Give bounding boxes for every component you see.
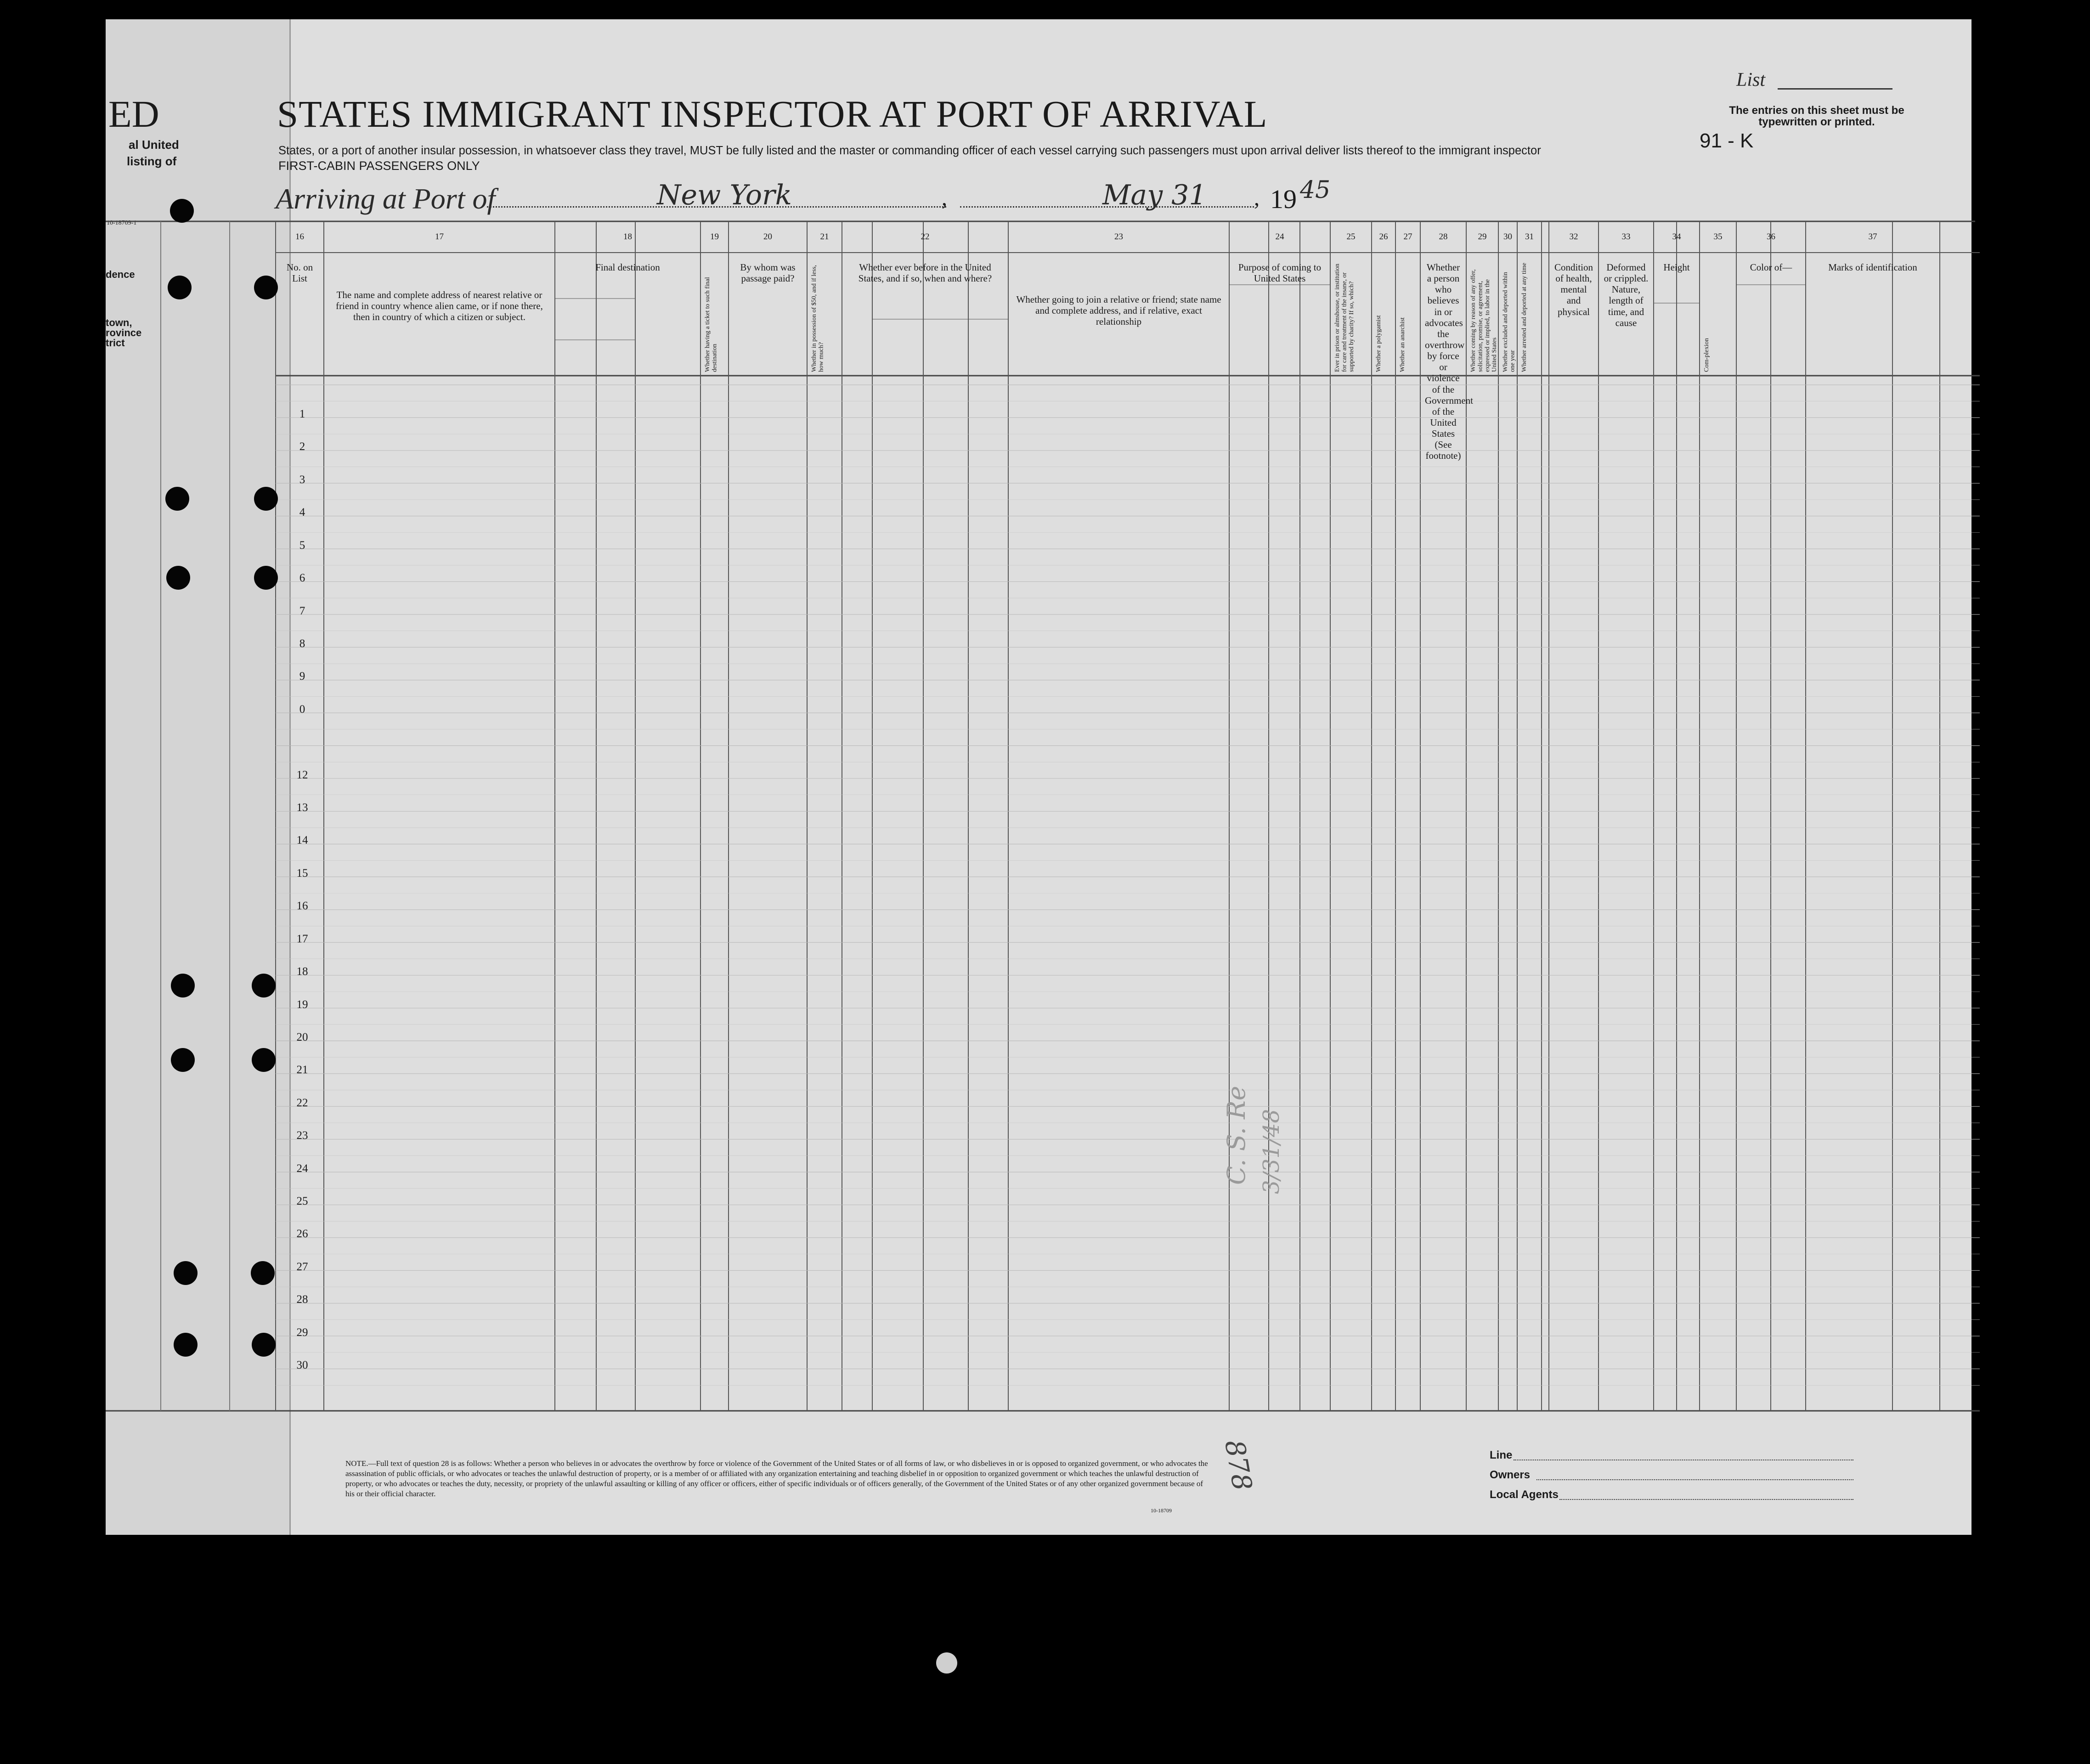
- row-number: 12: [296, 768, 308, 781]
- owners-label: Owners: [1490, 1469, 1531, 1481]
- row-number: 19: [296, 998, 308, 1011]
- row-number: 21: [296, 1064, 308, 1076]
- column-header: Final destination: [595, 262, 660, 273]
- agents-label: Local Agents: [1490, 1488, 1559, 1501]
- column-number: 31: [1525, 232, 1534, 242]
- column-header: Color of—: [1750, 262, 1792, 273]
- row-number: 14: [296, 834, 308, 847]
- agents-field: [1559, 1499, 1853, 1500]
- punch-hole: [254, 487, 278, 511]
- date-handwritten: May 31: [1102, 179, 1207, 211]
- column-header: Whether going to join a relative or friend; state name and complete address, and if relative, exact relationship: [1016, 294, 1221, 327]
- row-number: 7: [299, 604, 305, 617]
- column-header: Condition of health, mental and physical: [1554, 262, 1593, 317]
- row-number: 26: [296, 1228, 308, 1240]
- column-number: 25: [1346, 232, 1356, 242]
- row-number: 29: [296, 1326, 308, 1339]
- row-number: 30: [296, 1359, 308, 1372]
- column-number: 28: [1439, 232, 1448, 242]
- row-number: 5: [299, 539, 305, 552]
- subtitle: States, or a port of another insular possession, in whatsoever class they travel, MUST be fully listed and the master or commanding officer of each vessel carrying such passengers must upon arrival deliver lists thereof to the immigrant inspector: [278, 144, 1541, 157]
- comma-2: ,: [1254, 186, 1260, 210]
- punch-hole: [174, 1261, 198, 1285]
- row-number: 17: [296, 932, 308, 945]
- column-header: Whether in possession of $50, and if less, how much?: [811, 265, 825, 372]
- column-header: Whether a person who believes in or advocates the overthrow by force or violence of the Government of the United States (See footnote): [1425, 262, 1473, 462]
- column-header: No. on List: [286, 262, 313, 284]
- column-number: 24: [1275, 232, 1284, 242]
- row-number: 8: [299, 637, 305, 650]
- row-number: 1: [299, 408, 305, 420]
- line-label: Line: [1490, 1449, 1513, 1461]
- passenger-class: FIRST-CABIN PASSENGERS ONLY: [278, 159, 480, 173]
- punch-hole: [171, 974, 195, 998]
- column-number: 20: [763, 232, 772, 242]
- col-district-fragment: trict: [106, 337, 125, 349]
- owners-field: [1536, 1479, 1853, 1480]
- punch-hole: [252, 974, 276, 998]
- left-fragment-2: listing of: [127, 154, 177, 168]
- row-number: 6: [299, 572, 305, 585]
- column-number: 36: [1767, 232, 1775, 242]
- column-header: Whether arrested and deported at any time: [1521, 263, 1528, 372]
- row-number: 20: [296, 1031, 308, 1043]
- column-header: Com-plexion: [1703, 338, 1710, 372]
- column-header: The name and complete address of nearest relative or friend in country whence alien came, or if none there, then in country of which a citizen or subject.: [336, 289, 543, 323]
- row-number: 2: [299, 440, 305, 453]
- column-header: Whether having a ticket to such final destination: [704, 277, 718, 372]
- column-number: 26: [1379, 232, 1388, 242]
- port-handwritten: New York: [657, 179, 792, 211]
- row-number: 24: [296, 1162, 308, 1175]
- punch-hole: [165, 487, 189, 511]
- stamp-date: 3/31/48: [1259, 1109, 1284, 1194]
- punch-hole: [251, 1261, 275, 1285]
- column-header: Whether ever before in the United States, and if so, when and where?: [858, 262, 992, 284]
- col-residence-fragment: dence: [106, 269, 135, 280]
- row-number: 27: [296, 1260, 308, 1273]
- page-title: STATES IMMIGRANT INSPECTOR AT PORT OF ARRIVAL: [277, 93, 1268, 135]
- column-header: Marks of identification: [1828, 262, 1917, 273]
- list-note: The entries on this sheet must be typewritten or printed.: [1729, 104, 1904, 129]
- list-number: 91 - K: [1700, 130, 1754, 152]
- punch-hole: [166, 566, 190, 590]
- footnote: NOTE.—Full text of question 28 is as follows: Whether a person who believes in or advocates the overthrow by force or violence of the Government of the United States or of all forms of law, or who disbelieves in or is opposed to organized government, or who advocates the assassination of public officials, or who advocates or teaches the unlawful destruction of property, or is a member of or affiliated with any organization entertaining and teaching disbelief in or opposition to organized government or which teaches the unlawful destruction of property, or who advocates or teaches the duty, necessity, or propriety of the unlawful assaulting or killing of any officer or officers, either of specific individuals or of officers generally, of the Government of the United States or of any other organized government because of his or their official character.: [345, 1459, 1208, 1499]
- column-number: 27: [1403, 232, 1412, 242]
- dust-spot: [936, 1652, 957, 1674]
- col-province-fragment: rovince: [106, 327, 142, 338]
- column-number: 23: [1114, 232, 1123, 242]
- column-number: 21: [820, 232, 829, 242]
- column-number: 34: [1672, 232, 1681, 242]
- footer-form-code: 10-18709: [1151, 1507, 1172, 1514]
- row-number: 16: [296, 900, 308, 913]
- row-number: 18: [296, 965, 308, 978]
- row-number: 0: [299, 703, 305, 716]
- punch-hole: [252, 1333, 276, 1357]
- list-label: List: [1736, 69, 1766, 90]
- column-header: Height: [1663, 262, 1690, 273]
- column-header: Whether coming by reason of any offer, solicitation, promise, or agreement, expressed or implied, to labor in the United States: [1470, 269, 1498, 372]
- punch-hole: [254, 276, 278, 299]
- arriving-label: Arriving at Port of: [276, 182, 496, 215]
- col-town-fragment: town,: [106, 317, 132, 328]
- row-number: 23: [296, 1129, 308, 1142]
- column-number: 18: [623, 232, 632, 242]
- row-number: 9: [299, 670, 305, 683]
- column-header: Whether a polygamist: [1375, 315, 1382, 372]
- column-number: 33: [1621, 232, 1631, 242]
- form-code: 10-18709-1: [107, 220, 137, 226]
- column-number: 35: [1713, 232, 1723, 242]
- page-mark: 878: [1219, 1437, 1259, 1493]
- punch-hole: [171, 1048, 195, 1072]
- column-number: 17: [435, 232, 444, 242]
- year-prefix: 19: [1270, 184, 1297, 214]
- punch-hole: [174, 1333, 198, 1357]
- title-fragment-left: ED: [108, 93, 159, 135]
- column-number: 22: [921, 232, 930, 242]
- row-number: 25: [296, 1195, 308, 1208]
- column-header: Deformed or crippled. Nature, length of time, and cause: [1604, 262, 1649, 328]
- row-number: 22: [296, 1096, 308, 1109]
- left-fragment-1: al United: [129, 138, 179, 152]
- punch-hole: [170, 199, 194, 223]
- column-header: By whom was passage paid?: [740, 262, 796, 284]
- row-number: 13: [296, 801, 308, 814]
- year-handwritten: 45: [1300, 176, 1331, 204]
- column-header: Whether an anarchist: [1399, 317, 1406, 372]
- column-number: 16: [295, 232, 304, 242]
- column-header: Ever in prison or almshouse, or institution for care and treatment of the insane, or supported by charity? If so, which?: [1334, 263, 1355, 372]
- comma-1: ,: [942, 186, 947, 210]
- column-header: Whether excluded and deported within one year: [1502, 272, 1516, 372]
- punch-hole: [252, 1048, 276, 1072]
- stamp-text: C. S. Re: [1222, 1086, 1251, 1185]
- column-number: 19: [710, 232, 719, 242]
- row-number: 4: [299, 506, 305, 519]
- row-number: 28: [296, 1293, 308, 1306]
- column-number: 32: [1569, 232, 1578, 242]
- column-number: 37: [1868, 232, 1877, 242]
- column-number: 29: [1478, 232, 1487, 242]
- punch-hole: [168, 276, 192, 299]
- row-number: 15: [296, 867, 308, 879]
- punch-hole: [254, 566, 278, 590]
- column-number: 30: [1503, 232, 1512, 242]
- row-number: 3: [299, 473, 305, 486]
- column-header: Purpose of coming to United States: [1238, 262, 1322, 284]
